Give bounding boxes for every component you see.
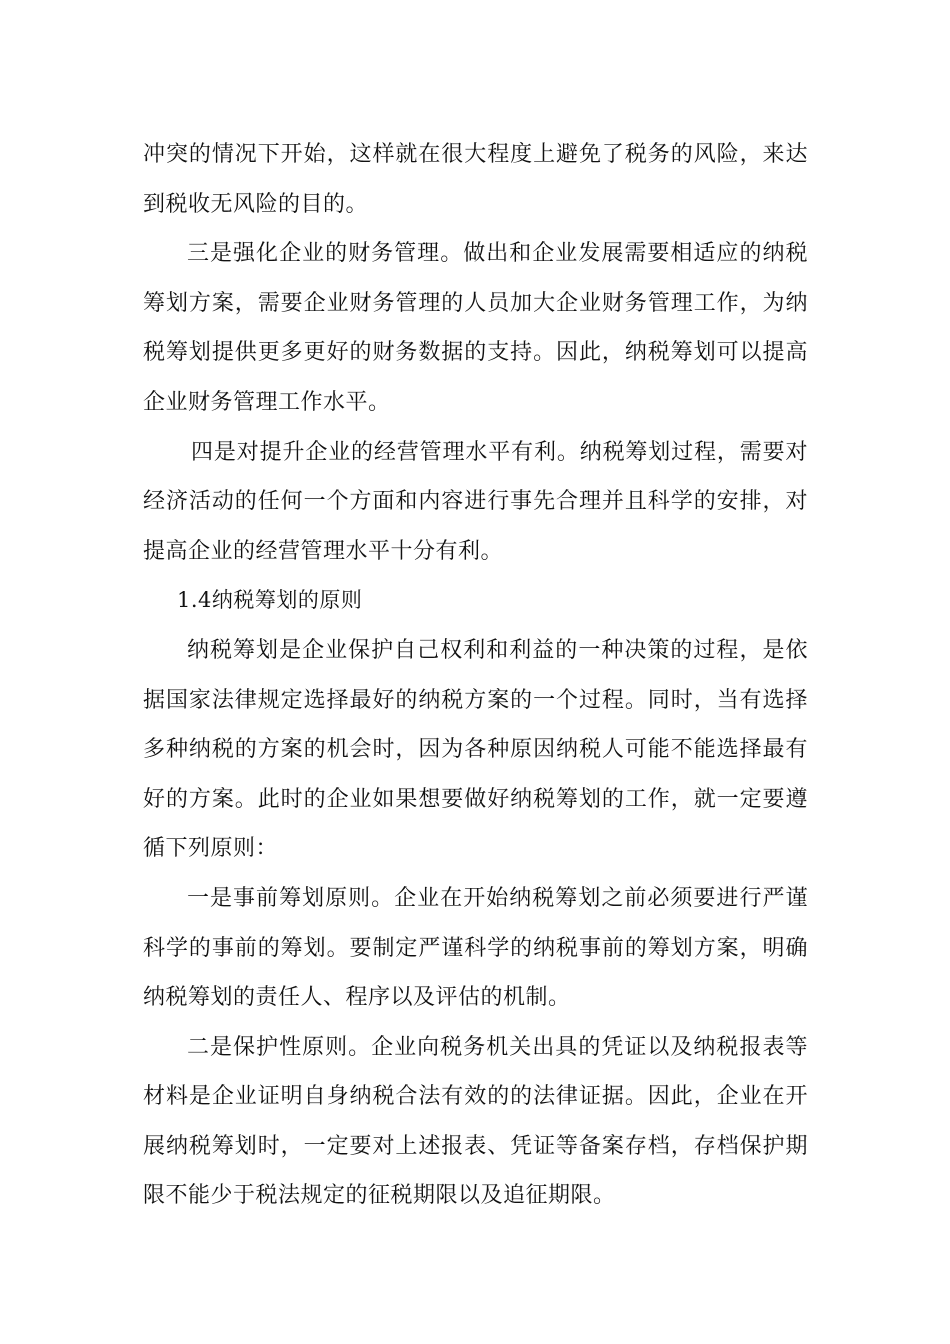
- paragraph-continuation: 冲突的情况下开始，这样就在很大程度上避免了税务的风险，来达到税收无风险的目的。: [143, 142, 808, 217]
- paragraph-principles-intro: 纳税筹划是企业保护自己权利和利益的一种决策的过程，是依据国家法律规定选择最好的纳税方案的一个过程。同时，当有选择多种纳税的方案的机会时，因为各种原因纳税人可能不能选择最有好的方案。此时的企业如果想要做好纳税筹划的工作，就一定要遵循下列原则：: [143, 637, 808, 862]
- paragraph-financial-management: 三是强化企业的财务管理。做出和企业发展需要相适应的纳税筹划方案，需要企业财务管理的人员加大企业财务管理工作，为纳税筹划提供更多更好的财务数据的支持。因此，纳税筹划可以提高企业财务管理工作水平。: [143, 241, 808, 415]
- document-body: [143, 130, 808, 1221]
- paragraph-advance-planning: 一是事前筹划原则。企业在开始纳税筹划之前必须要进行严谨科学的事前的筹划。要制定严谨科学的纳税事前的筹划方案，明确纳税筹划的责任人、程序以及评估的机制。: [143, 885, 808, 1011]
- paragraph-protection-principle: 二是保护性原则。企业向税务机关出具的凭证以及纳税报表等材料是企业证明自身纳税合法有效的的法律证据。因此，企业在开展纳税筹划时，一定要对上述报表、凭证等备案存档，存档保护期限不能少于税法规定的征税期限以及追征期限。: [143, 1034, 808, 1209]
- paragraph-operations-management: 四是对提升企业的经营管理水平有利。纳税筹划过程，需要对经济活动的任何一个方面和内容进行事先合理并且科学的安排，对提高企业的经营管理水平十分有利。: [143, 439, 808, 564]
- section-heading: 1.4纳税筹划的原则: [177, 588, 363, 613]
